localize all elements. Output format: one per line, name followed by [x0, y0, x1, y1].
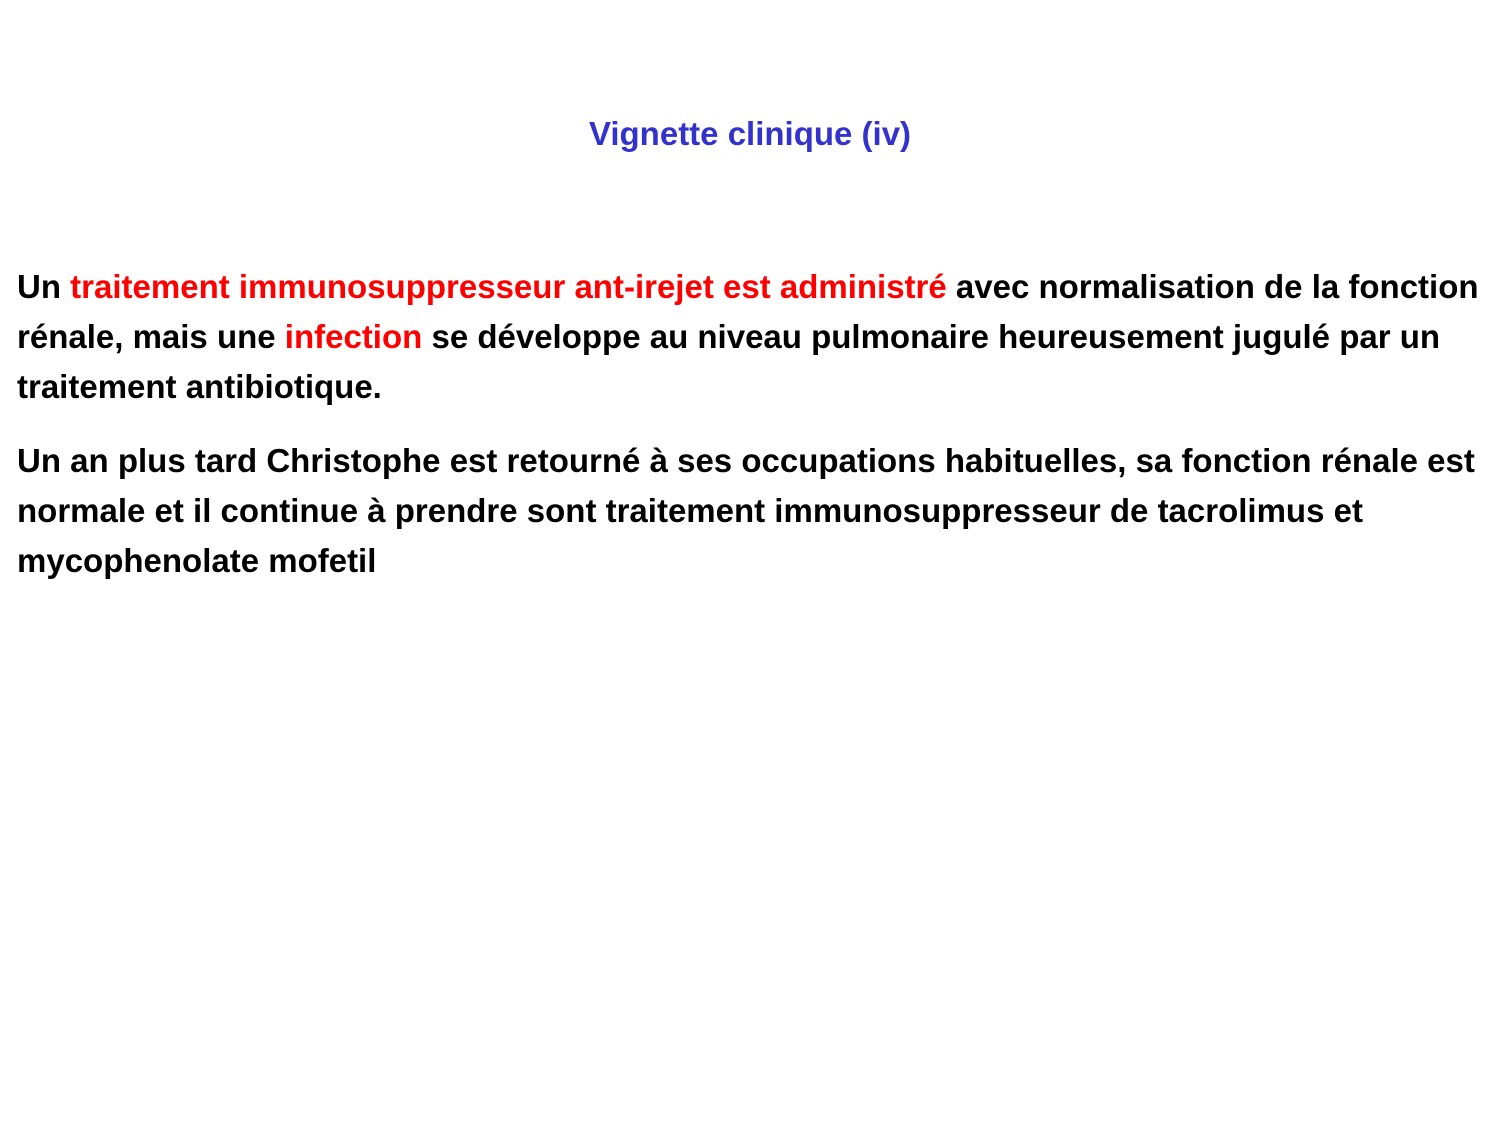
slide-title: Vignette clinique (iv): [588, 115, 912, 152]
highlight-infection: infection: [284, 318, 423, 355]
paragraph-1-text-3: se développe au niveau pulmonaire heureusement jugulé par un traitement antibiotique.: [17, 318, 1441, 405]
paragraph-1-text-2: avec normalisation de la fonction rénale, mais une: [17, 268, 1479, 355]
highlight-treatment: traitement immunosuppresseur ant-irejet est administré: [70, 268, 947, 305]
paragraph-1-text-1: Un: [17, 268, 71, 305]
paragraph-1: [17, 262, 1492, 412]
slide-body: [17, 262, 1492, 610]
paragraph-2: Un an plus tard Christophe est retourné à ses occupations habituelles, sa fonction rénale est normale et il continue à prendre sont traitement immunosuppresseur de tacrolimus et mycophenolate mofetil: [17, 442, 1475, 579]
